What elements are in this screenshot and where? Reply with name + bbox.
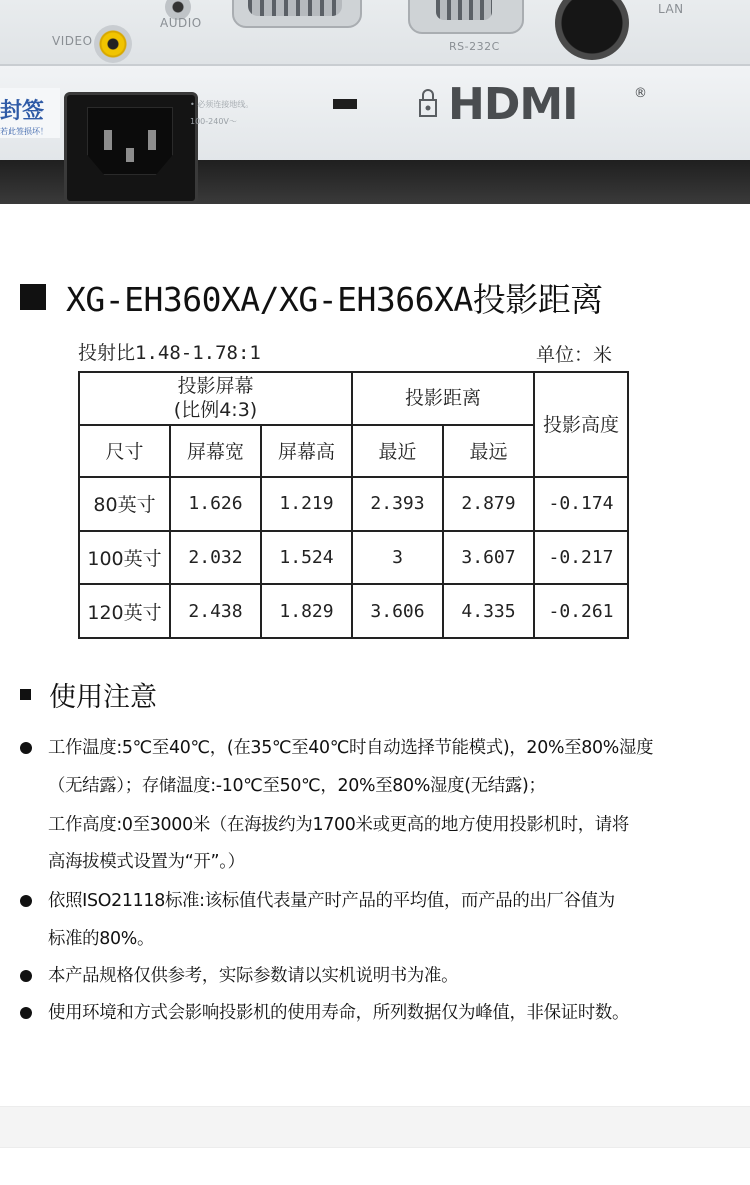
rs232c-port-label: RS-232C	[449, 40, 500, 53]
warning-line: • 必须连接地线。	[190, 100, 254, 109]
note-line: 本产品规格仅供参考，实际参数请以实机说明书为准。	[48, 966, 459, 986]
cell-screen-width: 2.032	[170, 531, 261, 585]
subheader-farthest: 最远	[443, 425, 534, 478]
header-screen-group	[79, 372, 352, 425]
rs232c-port-icon	[408, 0, 524, 34]
footer-band	[0, 1106, 750, 1148]
cell-size: 80英寸	[79, 477, 170, 531]
notes-title-row	[20, 674, 157, 714]
subheader-screen-height: 屏幕高	[261, 425, 352, 478]
table-header-row	[79, 372, 628, 425]
note-line: 工作高度:0至3000米（在海拔约为1700米或更高的地方使用投影机时，请将	[48, 815, 629, 835]
section-title-row	[20, 272, 603, 322]
unit-label: 单位：米	[536, 344, 613, 366]
bullet-icon	[20, 742, 32, 754]
notes-square-icon	[20, 689, 31, 700]
note-line: 高海拔模式设置为“开”。）	[48, 852, 245, 872]
subheader-nearest: 最近	[352, 425, 443, 478]
voltage-line: 100-240V～	[190, 117, 237, 126]
table-row	[79, 584, 628, 638]
note-line: 依照ISO21118标准:该标值代表量产时产品的平均值，而产品的出厂谷值为	[48, 891, 615, 911]
vga-port-icon	[232, 0, 362, 28]
header-screen-title: 投影屏幕	[177, 375, 254, 398]
note-line: 标准的80%。	[48, 929, 155, 949]
bullet-icon	[20, 970, 32, 982]
cell-size: 120英寸	[79, 584, 170, 638]
bullet-icon	[20, 1007, 32, 1019]
hdmi-logo: HDMI	[448, 79, 578, 130]
cell-screen-width: 1.626	[170, 477, 261, 531]
section-title: XG-EH360XA/XG-EH366XA投影距离	[66, 279, 603, 319]
cell-size: 100英寸	[79, 531, 170, 585]
cell-screen-height: 1.829	[261, 584, 352, 638]
header-distance-group: 投影距离	[352, 372, 534, 425]
header-height-offset: 投影高度	[534, 372, 628, 477]
cell-screen-width: 2.438	[170, 584, 261, 638]
hdmi-registered-mark: ®	[634, 86, 647, 101]
throw-ratio: 投射比1.48-1.78:1	[78, 342, 261, 364]
product-photo	[0, 0, 750, 204]
notes-title: 使用注意	[49, 681, 157, 713]
header-screen-ratio: (比例4:3)	[173, 399, 258, 422]
subheader-size: 尺寸	[79, 425, 170, 478]
cell-screen-height: 1.524	[261, 531, 352, 585]
note-line: （无结露）；存储温度:-10℃至50℃，20%至80%湿度(无结露)；	[48, 776, 546, 796]
table-row	[79, 477, 628, 531]
cell-screen-height: 1.219	[261, 477, 352, 531]
subheader-screen-width: 屏幕宽	[170, 425, 261, 478]
cell-farthest: 3.607	[443, 531, 534, 585]
kensington-slot-icon	[333, 99, 357, 109]
cell-height-offset: -0.217	[534, 531, 628, 585]
cell-height-offset: -0.261	[534, 584, 628, 638]
cell-farthest: 4.335	[443, 584, 534, 638]
video-port-label: VIDEO	[52, 34, 93, 48]
power-warning-text	[190, 96, 253, 130]
video-rca-jack-icon	[94, 25, 132, 63]
note-line: 工作温度:5℃至40℃，(在35℃至40℃时自动选择节能模式)，20%至80%湿度	[48, 738, 654, 758]
bullet-icon	[20, 895, 32, 907]
note-line: 使用环境和方式会影响投影机的使用寿命，所列数据仅为峰值，非保证时数。	[48, 1003, 630, 1023]
cell-nearest: 2.393	[352, 477, 443, 531]
projection-distance-table	[78, 371, 629, 639]
title-square-icon	[20, 284, 46, 310]
seal-sticker-subtext: 若此签损坏！	[0, 127, 48, 136]
seal-sticker-text: 封签	[0, 99, 45, 124]
lan-port-label: LAN	[658, 2, 684, 16]
audio-port-label: AUDIO	[160, 16, 202, 30]
cell-nearest: 3.606	[352, 584, 443, 638]
cell-height-offset: -0.174	[534, 477, 628, 531]
power-socket-icon	[64, 92, 198, 204]
security-lock-icon	[418, 88, 438, 118]
table-row	[79, 531, 628, 585]
cell-farthest: 2.879	[443, 477, 534, 531]
cell-nearest: 3	[352, 531, 443, 585]
